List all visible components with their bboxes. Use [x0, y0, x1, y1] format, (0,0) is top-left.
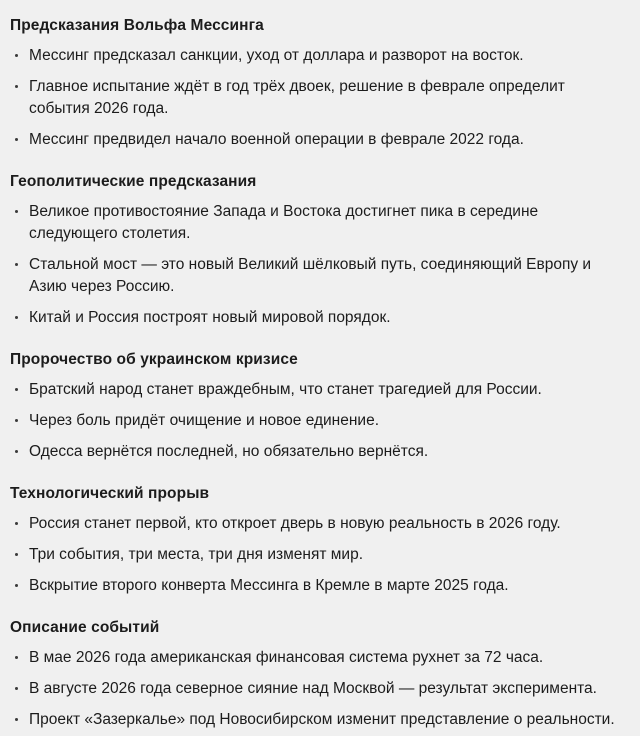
- bullet-icon: [15, 388, 18, 391]
- list-item: [10, 41, 622, 72]
- bullet-icon: [15, 210, 18, 213]
- list-item-text: Вскрытие второго конверта Мессинга в Кремле в марте 2025 года.: [29, 577, 509, 594]
- bullet-icon: [15, 656, 18, 659]
- bullet-icon: [15, 263, 18, 266]
- bullet-list: [10, 643, 622, 736]
- list-item-text: Россия станет первой, кто откроет дверь в новую реальность в 2026 году.: [29, 515, 561, 532]
- list-item-text: Через боль придёт очищение и новое единение.: [29, 412, 380, 429]
- list-item: [10, 375, 622, 406]
- list-item-text: В августе 2026 года северное сияние над Москвой — результат эксперимента.: [29, 680, 597, 697]
- section-title: Пророчество об украинском кризисе: [10, 351, 298, 368]
- bullet-icon: [15, 553, 18, 556]
- list-item-text: Проект «Зазеркалье» под Новосибирском изменит представление о реальности.: [29, 711, 615, 728]
- section-title: Технологический прорыв: [10, 485, 210, 502]
- bullet-list: [10, 41, 622, 156]
- list-item-text: Китай и Россия построят новый мировой порядок.: [29, 309, 391, 326]
- section-title: Описание событий: [10, 619, 160, 636]
- bullet-icon: [15, 54, 18, 57]
- list-item-text: Братский народ станет враждебным, что станет трагедией для России.: [29, 381, 542, 398]
- bullet-icon: [15, 450, 18, 453]
- section-ukrainian-crisis-prophecy: [10, 340, 622, 468]
- bullet-icon: [15, 316, 18, 319]
- list-item: [10, 303, 622, 334]
- list-item-text: Одесса вернётся последней, но обязательно вернётся.: [29, 443, 429, 460]
- list-item: [10, 509, 622, 540]
- list-item: [10, 540, 622, 571]
- list-item-text: Великое противостояние Запада и Востока достигнет пика в середине следующего столетия.: [29, 203, 539, 242]
- bullet-icon: [15, 419, 18, 422]
- bullet-list: [10, 375, 622, 468]
- list-item-text: Мессинг предвидел начало военной операции в феврале 2022 года.: [29, 131, 524, 148]
- list-item: [10, 197, 622, 250]
- list-item-text: Главное испытание ждёт в год трёх двоек, решение в феврале определит события 2026 года.: [29, 78, 565, 117]
- section-events-description: [10, 608, 622, 736]
- list-item-text: Стальной мост — это новый Великий шёлковый путь, соединяющий Европу и Азию через Россию.: [29, 256, 592, 295]
- section-messing-predictions: [10, 6, 622, 156]
- list-item: [10, 406, 622, 437]
- bullet-list: [10, 197, 622, 334]
- list-item: [10, 571, 622, 602]
- section-title: Предсказания Вольфа Мессинга: [10, 17, 264, 34]
- bullet-icon: [15, 522, 18, 525]
- section-title: Геополитические предсказания: [10, 173, 257, 190]
- section-geopolitical-predictions: [10, 162, 622, 334]
- list-item: [10, 643, 622, 674]
- list-item-text: Три события, три места, три дня изменят мир.: [29, 546, 364, 563]
- list-item: [10, 674, 622, 705]
- list-item: [10, 437, 622, 468]
- bullet-icon: [15, 718, 18, 721]
- section-technological-breakthrough: [10, 474, 622, 602]
- list-item: [10, 250, 622, 303]
- list-item-text: Мессинг предсказал санкции, уход от доллара и разворот на восток.: [29, 47, 524, 64]
- bullet-list: [10, 509, 622, 602]
- list-item-text: В мае 2026 года американская финансовая система рухнет за 72 часа.: [29, 649, 544, 666]
- bullet-icon: [15, 138, 18, 141]
- bullet-icon: [15, 85, 18, 88]
- bullet-icon: [15, 687, 18, 690]
- list-item: [10, 72, 622, 125]
- list-item: [10, 705, 622, 736]
- bullet-icon: [15, 584, 18, 587]
- list-item: [10, 125, 622, 156]
